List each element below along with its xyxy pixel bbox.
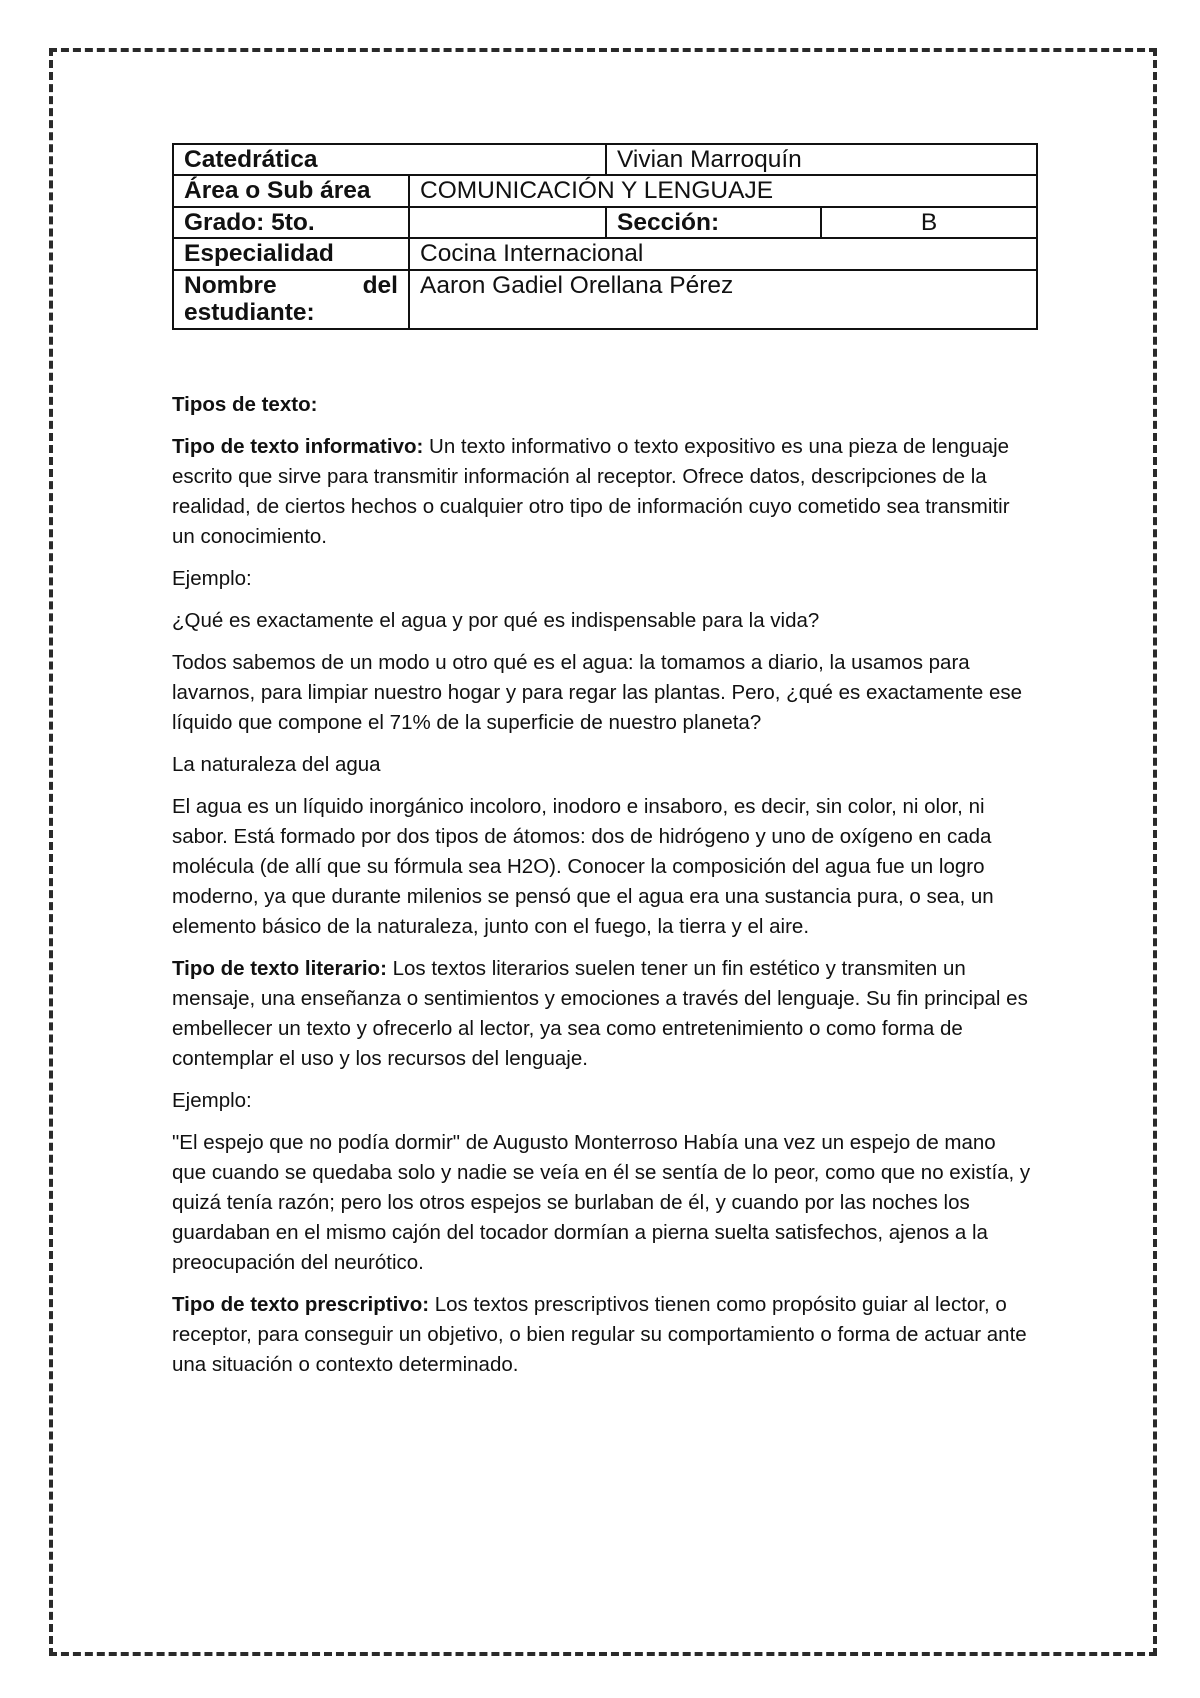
prescriptivo-title: Tipo de texto prescriptivo: <box>172 1292 430 1316</box>
heading-tipos-text: Tipos de texto: <box>172 392 318 416</box>
literario-title: Tipo de texto literario: <box>172 956 387 980</box>
paragraph-espejo: "El espejo que no podía dormir" de Augusto Monterroso Había una vez un espejo de mano que cuando se quedaba solo y nadie se veía en él se sentía de lo peor, como que no existía, y quizá tenía razón; pero los otros espejos se burlaban de él, y cuando por las noches los guardaban en el mismo cajón del tocador dormían a pierna suelta satisfechos, ajenos a la preocupación del neurótico. <box>172 1130 1031 1274</box>
ejemplo-1: Ejemplo: <box>172 566 252 590</box>
row-especialidad <box>173 238 1037 269</box>
literario-text: Los textos literarios suelen tener un fin estético y transmiten un mensaje, una enseñanza o sentimientos y emociones a través del lenguaje. Su fin principal es embellecer un texto y ofrecerlo al lector, ya sea como entretenimiento o como forma de contemplar el uso y los recursos del lenguaje. <box>172 956 1028 1070</box>
catedratica-value: Vivian Marroquín <box>606 144 1037 175</box>
question-agua: ¿Qué es exactamente el agua y por qué es indispensable para la vida? <box>172 608 820 632</box>
paragraph-informativo <box>172 432 1032 552</box>
heading-tipos <box>172 390 1032 420</box>
row-grado <box>173 207 1037 238</box>
prescriptivo-text: Los textos prescriptivos tienen como propósito guiar al lector, o receptor, para conseguir un objetivo, o bien regular su comportamiento o forma de actuar ante una situación o contexto determinado. <box>172 1292 1027 1376</box>
informativo-text: Un texto informativo o texto expositivo es una pieza de lenguaje escrito que sirve para transmitir información al receptor. Ofrece datos, descripciones de la realidad, de ciertos hechos o cualquier otro tipo de información cuyo cometido sea transmitir un conocimiento. <box>172 434 1010 548</box>
student-info-table <box>172 143 1038 330</box>
paragraph-literario <box>172 954 1032 1074</box>
nombre-label-line2: estudiante: <box>184 299 315 327</box>
seccion-value: B <box>821 207 1037 238</box>
body-text <box>172 390 1032 1380</box>
paragraph-prescriptivo <box>172 1290 1032 1380</box>
paragraph-agua-1: Todos sabemos de un modo u otro qué es el agua: la tomamos a diario, la usamos para lavarnos, para limpiar nuestro hogar y para regar las plantas. Pero, ¿qué es exactamente ese líquido que compone el 71% de la superficie de nuestro planeta? <box>172 650 1023 734</box>
nombre-label <box>173 270 409 329</box>
nombre-value: Aaron Gadiel Orellana Pérez <box>409 270 1037 329</box>
area-value: COMUNICACIÓN Y LENGUAJE <box>409 175 1037 206</box>
row-nombre <box>173 270 1037 329</box>
paragraph-agua-2: El agua es un líquido inorgánico incoloro, inodoro e insaboro, es decir, sin color, ni olor, ni sabor. Está formado por dos tipos de átomos: dos de hidrógeno y uno de oxígeno en cada molécula (de allí que su fórmula sea H2O). Conocer la composición del agua fue un logro moderno, ya que durante milenios se pensó que el agua era una sustancia pura, o sea, un elemento básico de la naturaleza, junto con el fuego, la tierra y el aire. <box>172 794 994 938</box>
grado-value <box>409 207 606 238</box>
catedratica-label: Catedrática <box>173 144 606 175</box>
especialidad-value: Cocina Internacional <box>409 238 1037 269</box>
ejemplo-2: Ejemplo: <box>172 1088 252 1112</box>
grado-label: Grado: 5to. <box>173 207 409 238</box>
row-area <box>173 175 1037 206</box>
document-content <box>172 143 1032 1392</box>
seccion-label: Sección: <box>606 207 821 238</box>
row-catedratica <box>173 144 1037 175</box>
naturaleza-heading: La naturaleza del agua <box>172 752 381 776</box>
area-label: Área o Sub área <box>173 175 409 206</box>
especialidad-label: Especialidad <box>173 238 409 269</box>
informativo-title: Tipo de texto informativo: <box>172 434 424 458</box>
nombre-label-line1: Nombre del <box>184 271 398 299</box>
